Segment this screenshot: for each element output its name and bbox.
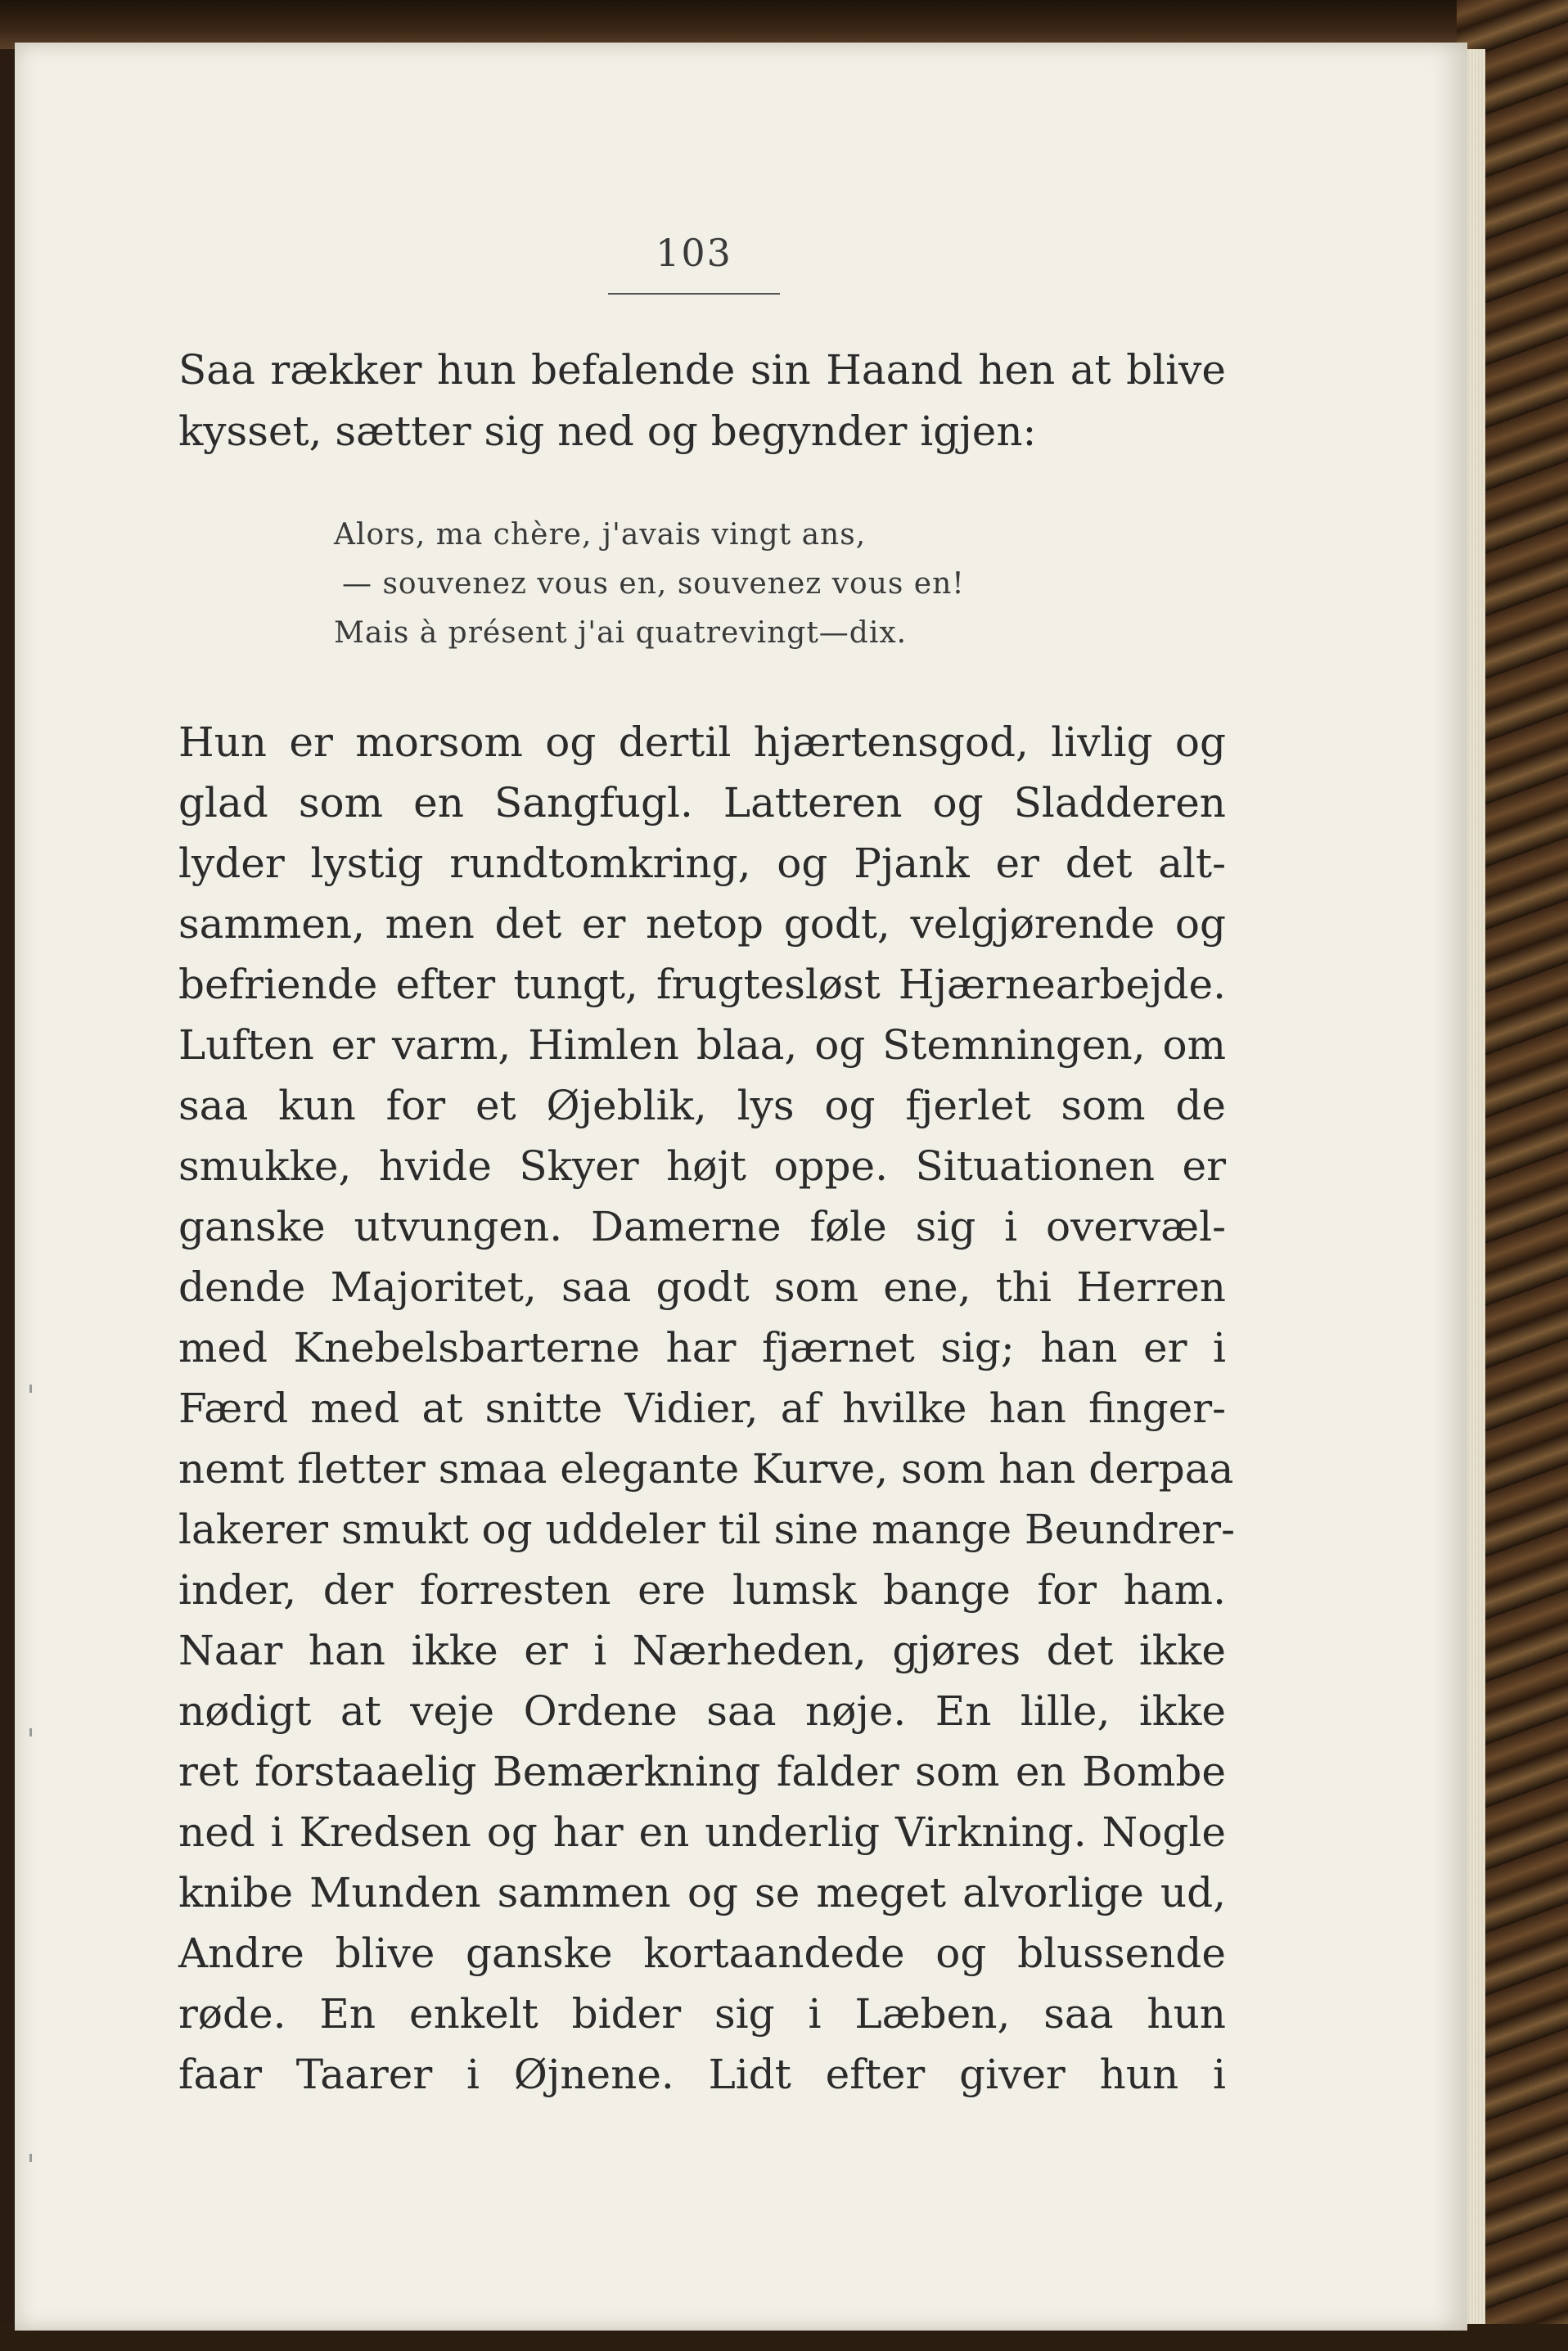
text-line: knibe Munden sammen og se meget alvorlige ud, (178, 1869, 1226, 1916)
text-line: lakerer smukt og uddeler til sine mange Beundrer- (178, 1506, 1235, 1553)
text-line: faar Taarer i Øjnene. Lidt efter giver hun i (178, 2051, 1226, 2098)
book-binding-top (0, 0, 1568, 49)
text-line: befriende efter tungt, frugtesløst Hjærnearbejde. (178, 961, 1226, 1008)
text-line: ned i Kredsen og har en underlig Virkning. Nogle (178, 1808, 1226, 1856)
margin-speck (29, 1385, 32, 1393)
text-line: Færd med at snitte Vidier, af hvilke han finger- (178, 1385, 1226, 1432)
text-line: kysset, sætter sig ned og begynder igjen: (178, 408, 1037, 455)
text-line: Luften er varm, Himlen blaa, og Stemningen, om (178, 1021, 1226, 1069)
text-line: røde. En enkelt bider sig i Læben, saa hun (178, 1990, 1226, 2038)
text-line: saa kun for et Øjeblik, lys og fjerlet som de (178, 1082, 1226, 1129)
text-line: nemt fletter smaa elegante Kurve, som han derpaa (178, 1445, 1234, 1493)
verse-line: Alors, ma chère, j'avais vingt ans, (334, 518, 867, 552)
text-line: smukke, hvide Skyer højt oppe. Situationen er (178, 1142, 1226, 1190)
text-line: Hun er morsom og dertil hjærtensgod, livlig og (178, 718, 1226, 766)
margin-speck (29, 1728, 32, 1736)
text-line: glad som en Sangfugl. Latteren og Sladderen (178, 779, 1226, 826)
text-line: Saa rækker hun befalende sin Haand hen at blive (178, 346, 1226, 394)
text-line: inder, der forresten ere lumsk bange for ham. (178, 1566, 1226, 1614)
text-line: ret forstaaelig Bemærkning falder som en Bombe (178, 1748, 1226, 1795)
text-line: ganske utvungen. Damerne føle sig i overvæl- (178, 1203, 1226, 1250)
text-line: dende Majoritet, saa godt som ene, thi Herren (178, 1263, 1226, 1311)
verse-line: Mais à présent j'ai quatrevingt—dix. (334, 616, 908, 650)
page-number: 103 (656, 231, 732, 275)
text-line: Naar han ikke er i Nærheden, gjøres det ikke (178, 1627, 1226, 1674)
text-line: sammen, men det er netop godt, velgjørende og (178, 900, 1226, 948)
page-number-rule (608, 293, 780, 295)
text-line: med Knebelsbarterne har fjærnet sig; han er i (178, 1324, 1226, 1371)
page-edge (1467, 49, 1485, 2324)
text-line: nødigt at veje Ordene saa nøje. En lille, ikke (178, 1687, 1226, 1735)
text-line: lyder lystig rundtomkring, og Pjank er det alt- (178, 840, 1226, 887)
text-line: Andre blive ganske kortaandede og blussende (178, 1930, 1226, 1977)
margin-speck (29, 2154, 32, 2162)
book-page (15, 43, 1467, 2331)
verse-line: — souvenez vous en, souvenez vous en! (342, 567, 965, 601)
